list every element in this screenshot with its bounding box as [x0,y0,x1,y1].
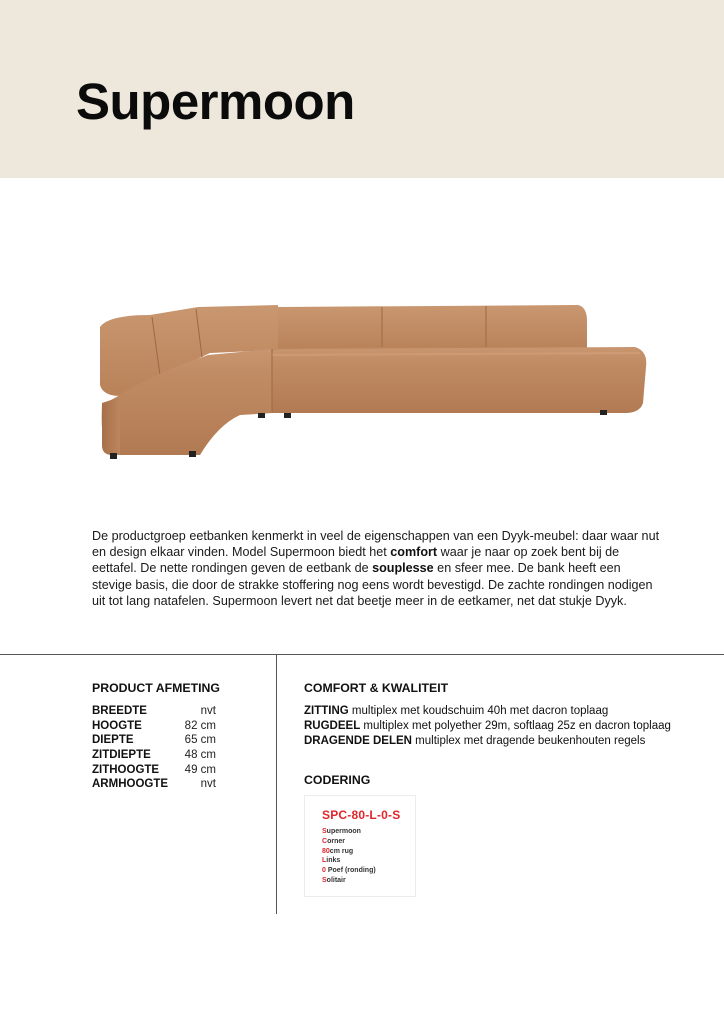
product-image [90,295,660,465]
code-meaning: cm rug [329,847,354,855]
sofa-seat-straight [272,347,646,413]
code-meaning: olitair [326,876,346,884]
code-legend-item [322,876,376,886]
sofa-foot [284,413,291,418]
dimension-row [92,719,216,734]
code-legend-item [322,827,376,837]
header-band [0,0,724,178]
code-legend-item [322,866,376,876]
dimension-label: DIEPTE [92,734,134,747]
dimension-row [92,763,216,778]
code-legend-item [322,837,376,847]
sofa-foot [189,451,196,457]
description-emphasis: souplesse [372,561,434,576]
comfort-text: multiplex met koudschuim 40h met dacron toplaag [348,705,609,717]
code-key: S [322,876,327,884]
sofa-foot [110,453,117,459]
sofa-illustration [90,295,660,465]
description-emphasis: comfort [390,545,438,560]
dimension-value: nvt [200,778,216,791]
code-key: C [322,837,328,845]
vertical-divider [276,654,277,914]
codering-title: CODERING [304,773,371,787]
comfort-text: multiplex met dragende beukenhouten regels [411,735,646,747]
code-meaning: upermoon [326,828,361,835]
comfort-label: ZITTING [304,705,349,717]
dimension-label: ZITDIEPTE [92,749,151,762]
code-key: 0 [322,867,326,875]
comfort-title: COMFORT & KWALITEIT [304,681,449,695]
dimension-row [92,777,216,792]
code-legend [322,827,376,886]
dimension-label: ARMHOOGTE [92,778,169,791]
page-title: Supermoon [76,73,355,130]
description-text: en sfeer mee. De bank heeft een stevige basis, die door de strakke stoffering nog eens wordt bevestigd. De zachte rondingen nodigen uit tot lang natafelen. Supermoon levert net dat beetje meer in de eetkamer, net dat stukje Dyyk. [92,561,653,608]
dimensions-title: PRODUCT AFMETING [92,681,220,695]
sofa-foot [600,410,607,415]
code-legend-item [322,856,376,866]
product-description [92,528,662,609]
sofa-back-straight [278,305,587,350]
code-key: L [322,857,327,865]
dimension-label: BREEDTE [92,705,147,717]
product-code: SPC-80-L-0-S [322,808,401,822]
dimension-value: nvt [200,705,216,717]
description-text: waar je naar op zoek bent bij de eettafel. De nette rondingen geven de eetbank de [92,545,620,576]
dimensions-table [92,704,216,792]
dimension-row [92,733,216,748]
code-meaning: Poef (ronding) [325,867,376,875]
comfort-label: RUGDEEL [304,720,361,732]
code-legend-item [322,847,376,857]
horizontal-divider [0,654,724,655]
sofa-foot [258,413,265,418]
comfort-label: DRAGENDE DELEN [304,735,412,747]
dimension-row [92,704,216,719]
dimension-value: 65 cm [184,734,216,747]
dimension-label: HOOGTE [92,719,142,732]
code-key: S [322,828,327,835]
comfort-row [304,719,684,734]
comfort-row [304,734,684,749]
code-key: 80 [322,847,330,855]
dimension-value: 82 cm [184,719,216,732]
comfort-list [304,704,684,749]
description-text: De productgroep eetbanken kenmerkt in veel de eigenschappen van een Dyyk-meubel: daar waar nut en design elkaar vinden. Model Supermoon biedt het [92,529,660,560]
dimension-label: ZITHOOGTE [92,763,160,776]
dimension-value: 48 cm [184,749,216,762]
code-meaning: inks [326,857,341,865]
code-meaning: orner [327,837,345,845]
codering-box [304,795,416,897]
dimension-value: 49 cm [184,763,216,776]
comfort-text: multiplex met polyether 29m, softlaag 25z en dacron toplaag [360,720,671,732]
comfort-row [304,704,684,719]
dimension-row [92,748,216,763]
